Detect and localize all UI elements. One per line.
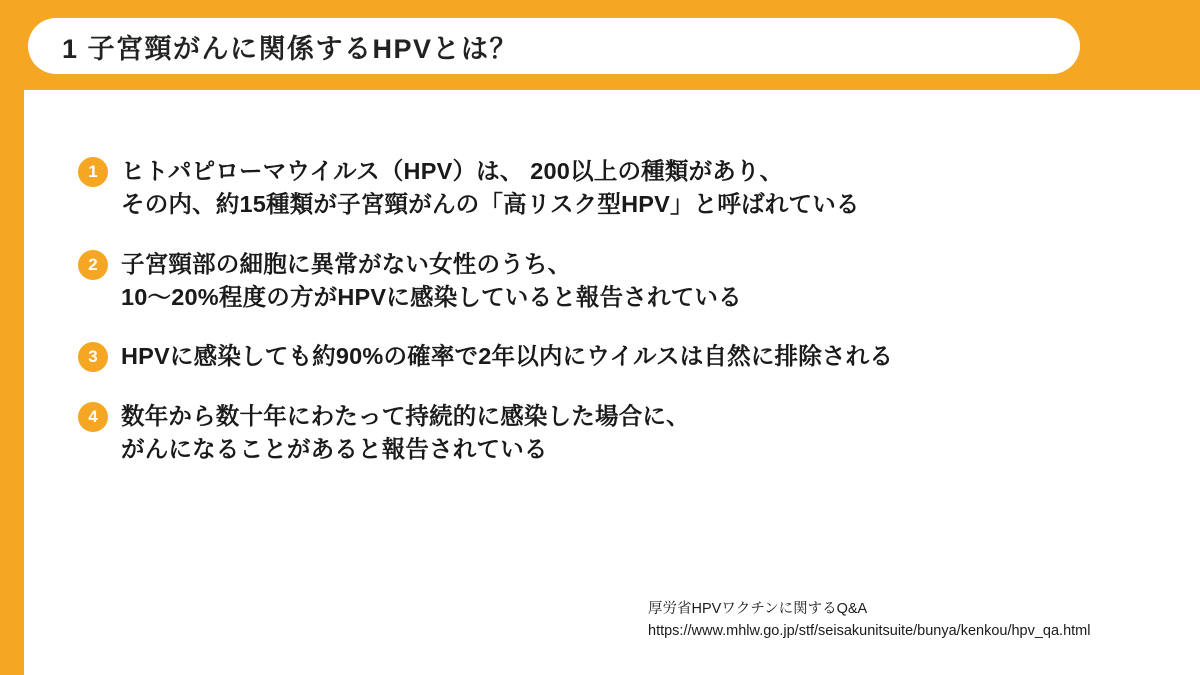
list-item-line: 10〜20%程度の方がHPVに感染していると報告されている [121, 284, 742, 311]
list-item-number: 1 [78, 157, 108, 187]
list-item-line: ヒトパピローマウイルス（HPV）は、 200以上の種類があり、 [121, 158, 784, 184]
page-title: 1 子宮頸がんに関係するHPVとは？ [62, 33, 519, 64]
list-item-text [121, 155, 1148, 222]
list-item-text [121, 400, 1148, 467]
source-title: 厚労省HPVワクチンに関するQ&A [648, 601, 868, 617]
list-item [78, 248, 1148, 315]
list-item-text [121, 248, 1148, 315]
list-item [78, 400, 1148, 467]
list-item-number: 4 [78, 402, 108, 432]
title-pill [28, 18, 1080, 74]
left-accent-bar [0, 0, 24, 675]
source-citation [648, 598, 1188, 643]
bullet-list [78, 155, 1148, 493]
list-item [78, 340, 1148, 373]
list-item-text [121, 340, 1148, 373]
list-item-number: 2 [78, 250, 108, 280]
list-item-line: その内、約15種類が子宮頸がんの「高リスク型HPV」と呼ばれている [121, 191, 860, 218]
list-item-line: HPVに感染しても約90%の確率で2年以内にウイルスは自然に排除される [121, 343, 894, 370]
list-item-number: 3 [78, 342, 108, 372]
list-item-line: 子宮頸部の細胞に異常がない女性のうち、 [121, 250, 572, 277]
list-item-line: 数年から数十年にわたって持続的に感染した場合に、 [121, 402, 690, 429]
list-item-line: がんになることがあると報告されている [121, 436, 548, 463]
source-url[interactable]: https://www.mhlw.go.jp/stf/seisakunitsuite/bunya/kenkou/hpv_qa.html [648, 623, 1091, 640]
list-item [78, 155, 1148, 222]
